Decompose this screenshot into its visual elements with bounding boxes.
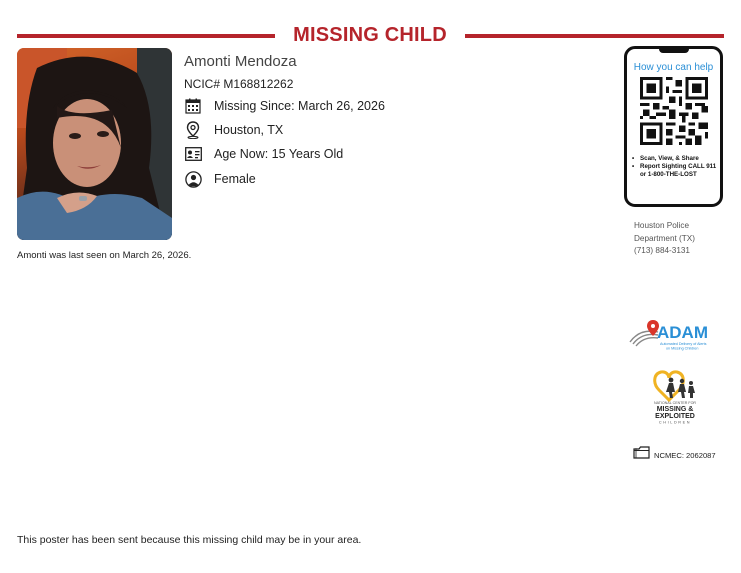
age-row — [184, 144, 344, 164]
ncmec-line2: MISSING & — [656, 406, 694, 413]
poster-title: MISSING CHILD — [293, 24, 447, 46]
ncic-number: NCIC# M168812262 — [184, 77, 294, 91]
help-item-report: • Report Sighting CALL 911 or 1-800-THE-LOST — [631, 163, 717, 179]
gender-text: Female — [214, 172, 256, 186]
ncmec-line1: NATIONAL CENTER FOR — [654, 401, 696, 405]
agency-contact — [634, 220, 695, 258]
child-name: Amonti Mendoza — [184, 53, 297, 70]
last-seen-text: Amonti was last seen on March 26, 2026. — [17, 250, 192, 261]
phone-notch — [659, 48, 689, 53]
help-heading: How you can help — [633, 62, 714, 73]
header-rule-left — [17, 34, 275, 38]
location-row — [184, 120, 284, 140]
calendar-icon — [184, 97, 202, 115]
ncmec-line3: EXPLOITED — [655, 413, 695, 420]
header-rule-right — [465, 34, 724, 38]
agency-name-line2: Department (TX) — [634, 233, 695, 243]
ncmec-case-number: NCMEC: 2062087 — [654, 450, 716, 460]
adam-logo — [628, 318, 720, 354]
help-panel — [624, 46, 723, 207]
ncmec-case-row — [633, 446, 716, 464]
missing-since-text: Missing Since: March 26, 2026 — [214, 99, 385, 113]
location-text: Houston, TX — [214, 123, 284, 137]
agency-name-line1: Houston Police — [634, 221, 690, 230]
qr-code[interactable] — [640, 77, 708, 145]
help-item-share: • Scan, View, & Share — [631, 155, 717, 163]
ncmec-line4: CHILDREN — [658, 420, 692, 425]
gender-row — [184, 169, 256, 189]
adam-wordmark: ADAM — [657, 323, 708, 342]
child-photo — [17, 48, 172, 240]
adam-tagline1: Automated Delivery of Alerts — [660, 342, 707, 346]
ncmec-logo — [645, 368, 705, 428]
id-card-icon — [184, 145, 202, 163]
age-text: Age Now: 15 Years Old — [214, 147, 344, 161]
footer-note: This poster has been sent because this missing child may be in your area. — [17, 534, 362, 546]
folder-icon — [633, 446, 650, 464]
help-list — [631, 155, 717, 180]
agency-phone: (713) 884-3131 — [634, 246, 690, 255]
missing-since-row — [184, 96, 385, 116]
adam-tagline2: on Missing Children — [666, 346, 699, 351]
map-pin-icon — [184, 121, 202, 139]
person-icon — [184, 170, 202, 188]
